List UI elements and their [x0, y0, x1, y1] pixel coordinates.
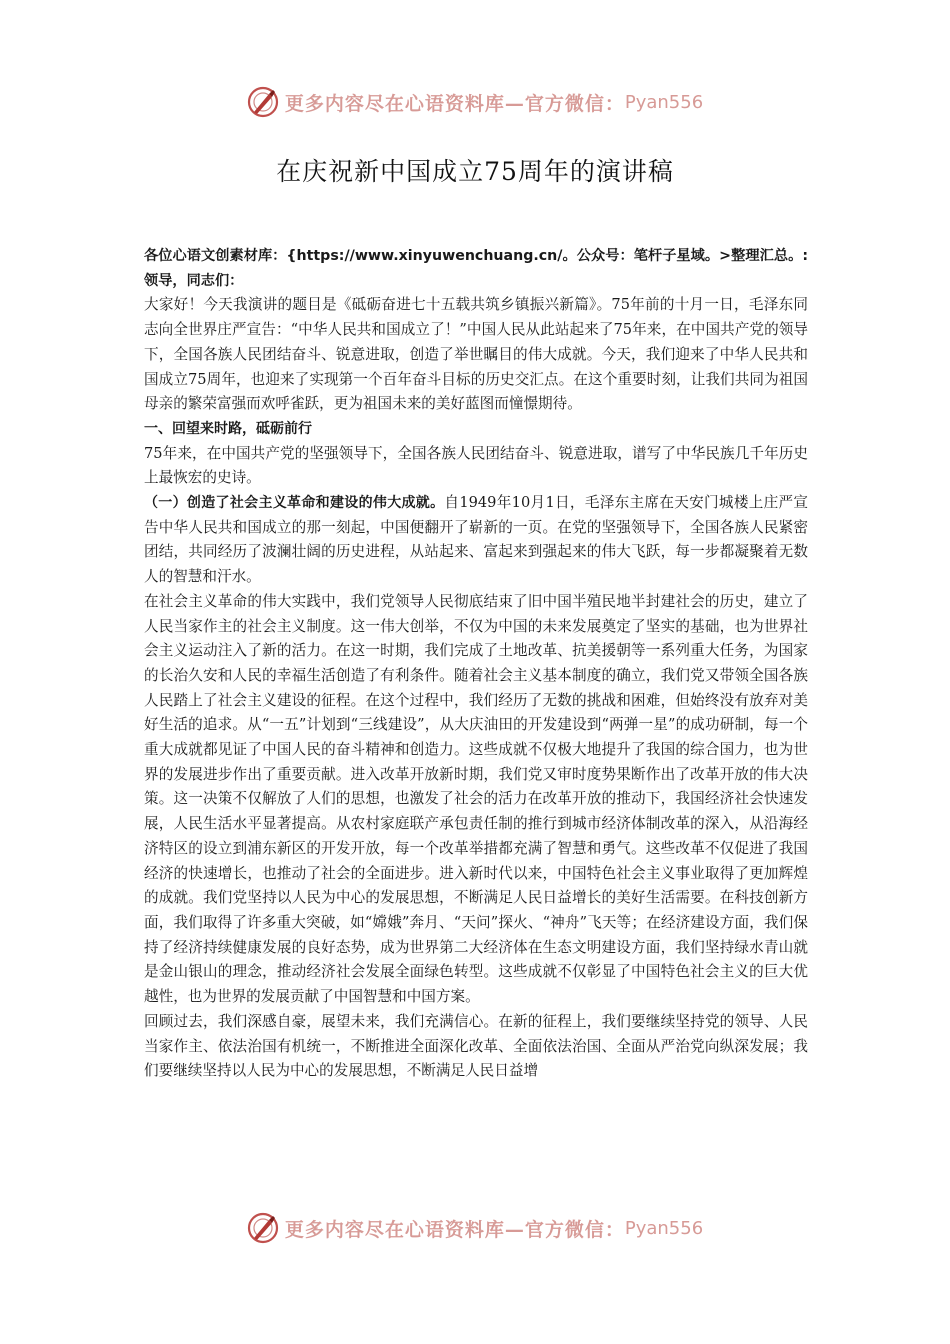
pen-logo-icon — [247, 1212, 279, 1244]
paragraph-revolution: 在社会主义革命的伟大实践中，我们党领导人民彻底结束了旧中国半殖民地半封建社会的历史，建立了人民当家作主的社会主义制度。这一伟大创举，不仅为中国的未来发展奠定了坚实的基础，也为世界社会主义运动注入了新的活力。在这一时期，我们完成了土地改革、抗美援朝等一系列重大任务，为国家的长治久安和人民的幸福生活创造了有利条件。随着社会主义基本制度的确立，我们党又带领全国各族人民踏上了社会主义建设的征程。在这个过程中，我们经历了无数的挑战和困难，但始终没有放弃对美好生活的追求。从“一五”计划到“三线建设”，从大庆油田的开发建设到“两弹一星”的成功研制，每一个重大成就都见证了中国人民的奋斗精神和创造力。这些成就不仅极大地提升了我国的综合国力，也为世界的发展进步作出了重要贡献。进入改革开放新时期，我们党又审时度势果断作出了改革开放的伟大决策。这一决策不仅解放了人们的思想，也激发了社会的活力在改革开放的推动下，我国经济社会快速发展，人民生活水平显著提高。从农村家庭联产承包责任制的推行到城市经济体制改革的深入，从沿海经济特区的设立到浦东新区的开发开放，每一个改革举措都充满了智慧和勇气。这些改革不仅促进了我国经济的快速增长，也推动了社会的全面进步。进入新时代以来，中国特色社会主义事业取得了更加辉煌的成就。我们党坚持以人民为中心的发展思想，不断满足人民日益增长的美好生活需要。在科技创新方面，我们取得了许多重大突破，如“嫦娥”奔月、“天问”探火、“神舟”飞天等；在经济建设方面，我们保持了经济持续健康发展的良好态势，成为世界第二大经济体在生态文明建设方面，我们坚持绿水青山就是金山银山的理念，推动经济社会发展全面绿色转型。这些成就不仅彰显了中国特色社会主义的巨大优越性，也为世界的发展贡献了中国智慧和中国方案。 — [144, 592, 808, 1006]
subheading-1: （一）创造了社会主义革命和建设的伟大成就。 — [144, 495, 445, 512]
paragraph-achievements-text: 自1949年10月1日，毛泽东主席在天安门城楼上庄严宣告中华人民共和国成立的那一刻起，中国便翻开了崭新的一页。在党的坚强领导下，全国各族人民紧密团结，共同经历了波澜壮阔的历史进程，从站起来、富起来到强起来的伟大飞跃，每一步都凝聚着无数人的智慧和汗水。 — [144, 494, 809, 586]
paragraph-achievements — [144, 491, 808, 590]
paragraph-75-years: 75年来，在中国共产党的坚强领导下，全国各族人民团结奋斗、锐意进取，谱写了中华民族几千年历史上最恢宏的史诗。 — [144, 444, 808, 487]
footer-banner — [0, 1208, 950, 1248]
section-heading-1: 一、回望来时路，砥砺前行 — [144, 420, 312, 437]
banner-wechat-id: Pyan556 — [624, 91, 704, 113]
pen-logo-icon — [247, 86, 279, 118]
banner-text: 更多内容尽在心语资料库—官方微信： — [284, 92, 625, 115]
page-title: 在庆祝新中国成立75周年的演讲稿 — [276, 157, 674, 186]
banner-wechat-id: Pyan556 — [624, 1217, 704, 1239]
header-banner — [0, 82, 950, 122]
intro-paragraph: 各位心语文创素材库：{https://www.xinyuwenchuang.cn/。公众号：笔杆子星域。>整理汇总。:领导，同志们： — [144, 248, 808, 289]
paragraph-review: 回顾过去，我们深感自豪，展望未来，我们充满信心。在新的征程上，我们要继续坚持党的领导、人民当家作主、依法治国有机统一，不断推进全面深化改革、全面依法治国、全面从严治党向纵深发展；我们要继续坚持以人民为中心的发展思想，不断满足人民日益增 — [144, 1012, 808, 1080]
banner-text: 更多内容尽在心语资料库—官方微信： — [284, 1218, 625, 1241]
document-body — [144, 244, 808, 1084]
paragraph-opening: 大家好！今天我演讲的题目是《砥砺奋进七十五载共筑乡镇振兴新篇》。75年前的十月一日，毛泽东同志向全世界庄严宣告：“中华人民共和国成立了！”中国人民从此站起来了75年来，在中国共产党的领导下，全国各族人民团结奋斗、锐意进取，创造了举世瞩目的伟大成就。今天，我们迎来了中华人民共和国成立75周年，也迎来了实现第一个百年奋斗目标的历史交汇点。在这个重要时刻，让我们共同为祖国母亲的繁荣富强而欢呼雀跃，更为祖国未来的美好蓝图而憧憬期待。 — [144, 296, 808, 413]
